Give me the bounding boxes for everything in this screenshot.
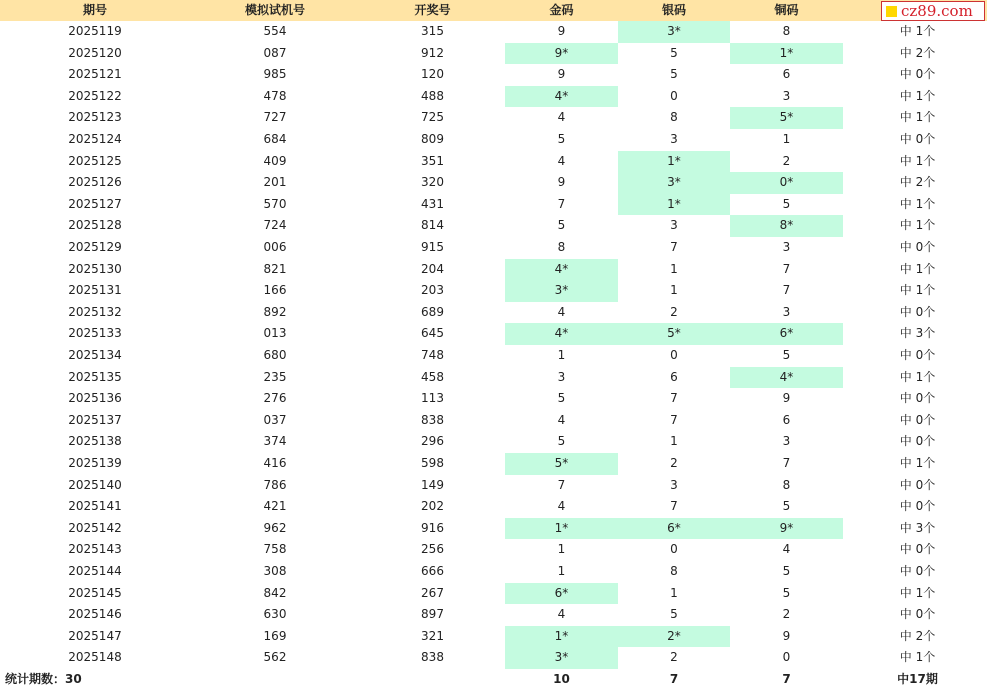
cell-silver: 0 <box>670 88 678 103</box>
cell-bronze: 0 <box>782 650 791 665</box>
footer-count-label: 统计期数：30 <box>5 672 82 686</box>
cell-bronze: 3 <box>782 240 791 254</box>
cell-silver: 6* <box>618 518 730 540</box>
cell-gold: 4* <box>505 259 618 281</box>
cell-gold: 1 <box>557 348 566 362</box>
cell-gold: 6* <box>505 583 618 605</box>
cell-gold: 1 <box>557 564 566 578</box>
cell-draw-number: 748 <box>421 348 444 362</box>
cell-result: 中 1个 <box>899 369 936 384</box>
cell-issue: 2025140 <box>68 477 122 492</box>
logo-text: cz89.com <box>901 2 973 20</box>
cell-issue: 2025131 <box>68 283 122 298</box>
cell-silver: 2 <box>670 304 678 319</box>
cell-result: 中 1个 <box>899 196 936 211</box>
table-row <box>0 259 987 281</box>
cell-gold: 3* <box>505 647 618 669</box>
table-row <box>0 172 987 194</box>
cell-sim-number: 842 <box>263 585 287 600</box>
cell-draw-number: 120 <box>421 67 444 82</box>
footer-result-total: 中17期 <box>897 672 938 686</box>
cell-draw-number: 488 <box>421 88 444 103</box>
table-header <box>0 0 987 21</box>
cell-bronze: 5 <box>782 585 791 600</box>
footer-silver-total: 7 <box>669 672 679 686</box>
cell-draw-number: 916 <box>421 520 444 535</box>
cell-draw-number: 321 <box>421 628 444 643</box>
cell-result: 中 1个 <box>899 283 936 298</box>
cell-issue: 2025130 <box>68 261 122 276</box>
cell-sim-number: 166 <box>263 283 287 298</box>
cell-sim-number: 374 <box>263 434 287 449</box>
cell-issue: 2025143 <box>68 542 122 557</box>
cell-sim-number: 554 <box>263 24 287 38</box>
cell-gold: 8 <box>557 240 566 254</box>
cell-sim-number: 201 <box>263 175 287 190</box>
table-row <box>0 410 987 432</box>
cell-issue: 2025123 <box>68 110 122 125</box>
cell-gold: 4 <box>557 412 566 427</box>
cell-draw-number: 320 <box>421 175 444 190</box>
cell-bronze: 2 <box>782 153 791 168</box>
cell-sim-number: 235 <box>263 369 287 384</box>
table-row <box>0 345 987 367</box>
cell-issue: 2025126 <box>68 175 122 190</box>
cell-bronze: 9 <box>782 391 791 406</box>
cell-issue: 2025148 <box>68 650 122 665</box>
cell-sim-number: 037 <box>263 412 287 427</box>
table-row <box>0 496 987 518</box>
cell-result: 中 3个 <box>899 520 936 535</box>
site-logo[interactable] <box>881 1 985 21</box>
cell-gold: 5 <box>557 391 566 406</box>
cell-sim-number: 478 <box>263 88 287 103</box>
cell-gold: 4 <box>557 153 566 168</box>
cell-silver: 3 <box>670 218 678 233</box>
cell-result: 中 2个 <box>899 45 936 60</box>
table-row <box>0 280 987 302</box>
cell-silver: 7 <box>670 499 678 514</box>
cell-issue: 2025139 <box>68 456 122 470</box>
cell-silver: 3 <box>670 477 678 492</box>
cell-result: 中 1个 <box>899 88 936 103</box>
cell-sim-number: 985 <box>263 67 287 82</box>
table-row <box>0 86 987 108</box>
cell-result: 中 0个 <box>899 564 936 578</box>
cell-bronze: 5 <box>782 499 791 514</box>
cell-result: 中 0个 <box>899 391 936 406</box>
cell-bronze: 1* <box>730 43 843 65</box>
cell-sim-number: 421 <box>263 499 287 514</box>
cell-sim-number: 758 <box>263 542 287 557</box>
cell-silver: 5* <box>618 323 730 345</box>
cell-gold: 7 <box>557 196 566 211</box>
cell-bronze: 8 <box>782 477 791 492</box>
cell-silver: 5 <box>670 607 678 622</box>
cell-gold: 9* <box>505 43 618 65</box>
header-gold: 金码 <box>549 3 574 17</box>
cell-sim-number: 821 <box>263 261 287 276</box>
logo-square-icon <box>886 6 897 17</box>
cell-bronze: 6 <box>782 412 791 427</box>
cell-issue: 2025132 <box>68 304 122 319</box>
cell-gold: 3* <box>505 280 618 302</box>
table-row <box>0 151 987 173</box>
table-row <box>0 604 987 626</box>
cell-draw-number: 256 <box>421 542 444 557</box>
cell-sim-number: 724 <box>263 218 287 233</box>
cell-draw-number: 149 <box>421 477 444 492</box>
cell-sim-number: 416 <box>263 456 287 470</box>
cell-result: 中 2个 <box>899 628 936 643</box>
table-row <box>0 21 987 43</box>
cell-result: 中 1个 <box>899 456 936 470</box>
cell-sim-number: 087 <box>263 45 287 60</box>
cell-sim-number: 630 <box>263 607 287 622</box>
cell-gold: 1* <box>505 518 618 540</box>
cell-sim-number: 169 <box>263 628 287 643</box>
table-row <box>0 626 987 648</box>
cell-silver: 1* <box>618 151 730 173</box>
cell-sim-number: 786 <box>263 477 287 492</box>
cell-silver: 1 <box>670 434 678 449</box>
cell-sim-number: 006 <box>263 240 287 254</box>
cell-result: 中 0个 <box>899 412 936 427</box>
cell-sim-number: 013 <box>263 326 287 341</box>
cell-issue: 2025129 <box>68 240 122 254</box>
cell-gold: 5 <box>557 132 566 146</box>
cell-gold: 5* <box>505 453 618 475</box>
footer-gold-total: 10 <box>553 672 570 686</box>
cell-issue: 2025125 <box>68 153 122 168</box>
cell-bronze: 7 <box>782 261 791 276</box>
cell-issue: 2025138 <box>68 434 122 449</box>
cell-result: 中 1个 <box>899 153 936 168</box>
cell-silver: 2 <box>670 650 678 665</box>
cell-result: 中 0个 <box>899 348 936 362</box>
cell-issue: 2025145 <box>68 585 122 600</box>
table-row <box>0 43 987 65</box>
cell-bronze: 7 <box>782 283 791 298</box>
cell-draw-number: 113 <box>421 391 444 406</box>
cell-result: 中 1个 <box>899 218 936 233</box>
cell-issue: 2025124 <box>68 132 122 146</box>
cell-draw-number: 912 <box>421 45 444 60</box>
cell-gold: 1* <box>505 626 618 648</box>
cell-silver: 1 <box>670 585 678 600</box>
cell-draw-number: 202 <box>421 499 444 514</box>
table-row <box>0 518 987 540</box>
cell-bronze: 8 <box>782 24 791 38</box>
cell-silver: 5 <box>670 67 678 82</box>
cell-silver: 1 <box>670 261 678 276</box>
cell-issue: 2025147 <box>68 628 122 643</box>
cell-result: 中 0个 <box>899 67 936 82</box>
cell-bronze: 5* <box>730 107 843 129</box>
cell-bronze: 6 <box>782 67 791 82</box>
cell-gold: 4* <box>505 323 618 345</box>
cell-sim-number: 570 <box>263 196 287 211</box>
cell-sim-number: 727 <box>263 110 287 125</box>
cell-result: 中 0个 <box>899 499 936 514</box>
cell-issue: 2025128 <box>68 218 122 233</box>
cell-draw-number: 458 <box>421 369 444 384</box>
cell-issue: 2025119 <box>68 24 122 38</box>
cell-bronze: 4 <box>782 542 791 557</box>
cell-bronze: 7 <box>782 456 791 470</box>
cell-result: 中 1个 <box>899 110 936 125</box>
cell-bronze: 1 <box>782 132 791 146</box>
header-draw-number: 开奖号 <box>414 3 451 17</box>
cell-bronze: 3 <box>782 434 791 449</box>
cell-result: 中 1个 <box>899 24 936 38</box>
cell-result: 中 1个 <box>899 585 936 600</box>
cell-draw-number: 915 <box>421 240 444 254</box>
cell-gold: 7 <box>557 477 566 492</box>
cell-result: 中 0个 <box>899 240 936 254</box>
cell-gold: 4 <box>557 110 566 125</box>
cell-gold: 9 <box>557 67 566 82</box>
cell-silver: 6 <box>670 369 678 384</box>
cell-sim-number: 962 <box>263 520 287 535</box>
cell-silver: 0 <box>670 348 678 362</box>
cell-sim-number: 409 <box>263 153 287 168</box>
cell-bronze: 6* <box>730 323 843 345</box>
cell-bronze: 4* <box>730 367 843 389</box>
cell-draw-number: 838 <box>421 412 444 427</box>
cell-silver: 1 <box>670 283 678 298</box>
cell-bronze: 9 <box>782 628 791 643</box>
cell-sim-number: 308 <box>263 564 287 578</box>
cell-draw-number: 296 <box>421 434 444 449</box>
cell-gold: 3 <box>557 369 566 384</box>
cell-bronze: 5 <box>782 348 791 362</box>
footer-bronze-total: 7 <box>782 672 791 686</box>
cell-silver: 2* <box>618 626 730 648</box>
cell-gold: 4 <box>557 607 566 622</box>
cell-gold: 4* <box>505 86 618 108</box>
cell-silver: 3* <box>618 172 730 194</box>
table-row <box>0 539 987 561</box>
cell-bronze: 5 <box>782 564 791 578</box>
table-row <box>0 475 987 497</box>
table-row <box>0 561 987 583</box>
cell-issue: 2025127 <box>68 196 122 211</box>
table-row <box>0 64 987 86</box>
cell-silver: 3* <box>618 21 730 43</box>
table-row <box>0 237 987 259</box>
cell-silver: 8 <box>670 564 678 578</box>
cell-issue: 2025141 <box>68 499 122 514</box>
cell-result: 中 1个 <box>899 261 936 276</box>
cell-bronze: 9* <box>730 518 843 540</box>
cell-sim-number: 684 <box>263 132 287 146</box>
cell-sim-number: 680 <box>263 348 287 362</box>
cell-result: 中 2个 <box>899 175 936 190</box>
cell-silver: 7 <box>670 391 678 406</box>
cell-result: 中 0个 <box>899 477 936 492</box>
cell-issue: 2025135 <box>68 369 122 384</box>
cell-draw-number: 809 <box>421 132 444 146</box>
cell-bronze: 3 <box>782 304 791 319</box>
cell-result: 中 3个 <box>899 326 936 341</box>
cell-result: 中 0个 <box>899 434 936 449</box>
cell-issue: 2025137 <box>68 412 122 427</box>
cell-issue: 2025120 <box>68 45 122 60</box>
cell-silver: 5 <box>670 45 678 60</box>
table-row <box>0 107 987 129</box>
cell-draw-number: 351 <box>421 153 444 168</box>
cell-silver: 7 <box>670 240 678 254</box>
cell-result: 中 0个 <box>899 542 936 557</box>
cell-silver: 7 <box>670 412 678 427</box>
cell-issue: 2025121 <box>68 67 122 82</box>
cell-gold: 9 <box>557 24 566 38</box>
cell-draw-number: 204 <box>421 261 444 276</box>
cell-draw-number: 666 <box>421 564 444 578</box>
cell-bronze: 8* <box>730 215 843 237</box>
cell-bronze: 3 <box>782 88 791 103</box>
header-bronze: 铜码 <box>774 3 799 17</box>
cell-result: 中 0个 <box>899 304 936 319</box>
cell-result: 中 0个 <box>899 607 936 622</box>
cell-gold: 9 <box>557 175 566 190</box>
cell-gold: 4 <box>557 304 566 319</box>
table-row <box>0 453 987 475</box>
cell-issue: 2025133 <box>68 326 122 341</box>
table-row <box>0 215 987 237</box>
cell-draw-number: 814 <box>421 218 444 233</box>
cell-sim-number: 276 <box>263 391 287 406</box>
cell-issue: 2025122 <box>68 88 122 103</box>
table-row <box>0 323 987 345</box>
table-row <box>0 194 987 216</box>
table-row <box>0 647 987 669</box>
cell-gold: 5 <box>557 218 566 233</box>
cell-result: 中 0个 <box>899 132 936 146</box>
cell-issue: 2025134 <box>68 348 122 362</box>
table-row <box>0 367 987 389</box>
table-row <box>0 583 987 605</box>
cell-bronze: 2 <box>782 607 791 622</box>
table-footer <box>0 669 987 691</box>
cell-silver: 0 <box>670 542 678 557</box>
cell-sim-number: 562 <box>263 650 287 665</box>
cell-gold: 5 <box>557 434 566 449</box>
cell-draw-number: 203 <box>421 283 444 298</box>
cell-gold: 4 <box>557 499 566 514</box>
cell-draw-number: 838 <box>421 650 444 665</box>
cell-result: 中 1个 <box>899 650 936 665</box>
cell-draw-number: 315 <box>421 24 444 38</box>
cell-issue: 2025144 <box>68 564 122 578</box>
cell-draw-number: 725 <box>421 110 444 125</box>
cell-bronze: 5 <box>782 196 791 211</box>
cell-draw-number: 431 <box>421 196 444 211</box>
cell-draw-number: 689 <box>421 304 444 319</box>
table-row <box>0 302 987 324</box>
cell-silver: 1* <box>618 194 730 216</box>
cell-silver: 3 <box>670 132 678 146</box>
header-sim-number: 模拟试机号 <box>244 3 305 17</box>
cell-draw-number: 598 <box>421 456 444 470</box>
cell-draw-number: 897 <box>421 607 444 622</box>
table-row <box>0 388 987 410</box>
table-row <box>0 431 987 453</box>
cell-silver: 8 <box>670 110 678 125</box>
cell-silver: 2 <box>670 456 678 470</box>
cell-issue: 2025146 <box>68 607 122 622</box>
cell-issue: 2025142 <box>68 520 122 535</box>
cell-gold: 1 <box>557 542 566 557</box>
cell-draw-number: 267 <box>421 585 444 600</box>
header-silver: 银码 <box>661 3 686 17</box>
table-row <box>0 129 987 151</box>
cell-sim-number: 892 <box>263 304 287 319</box>
cell-draw-number: 645 <box>421 326 444 341</box>
cell-issue: 2025136 <box>68 391 122 406</box>
cell-bronze: 0* <box>730 172 843 194</box>
header-issue: 期号 <box>82 3 107 17</box>
